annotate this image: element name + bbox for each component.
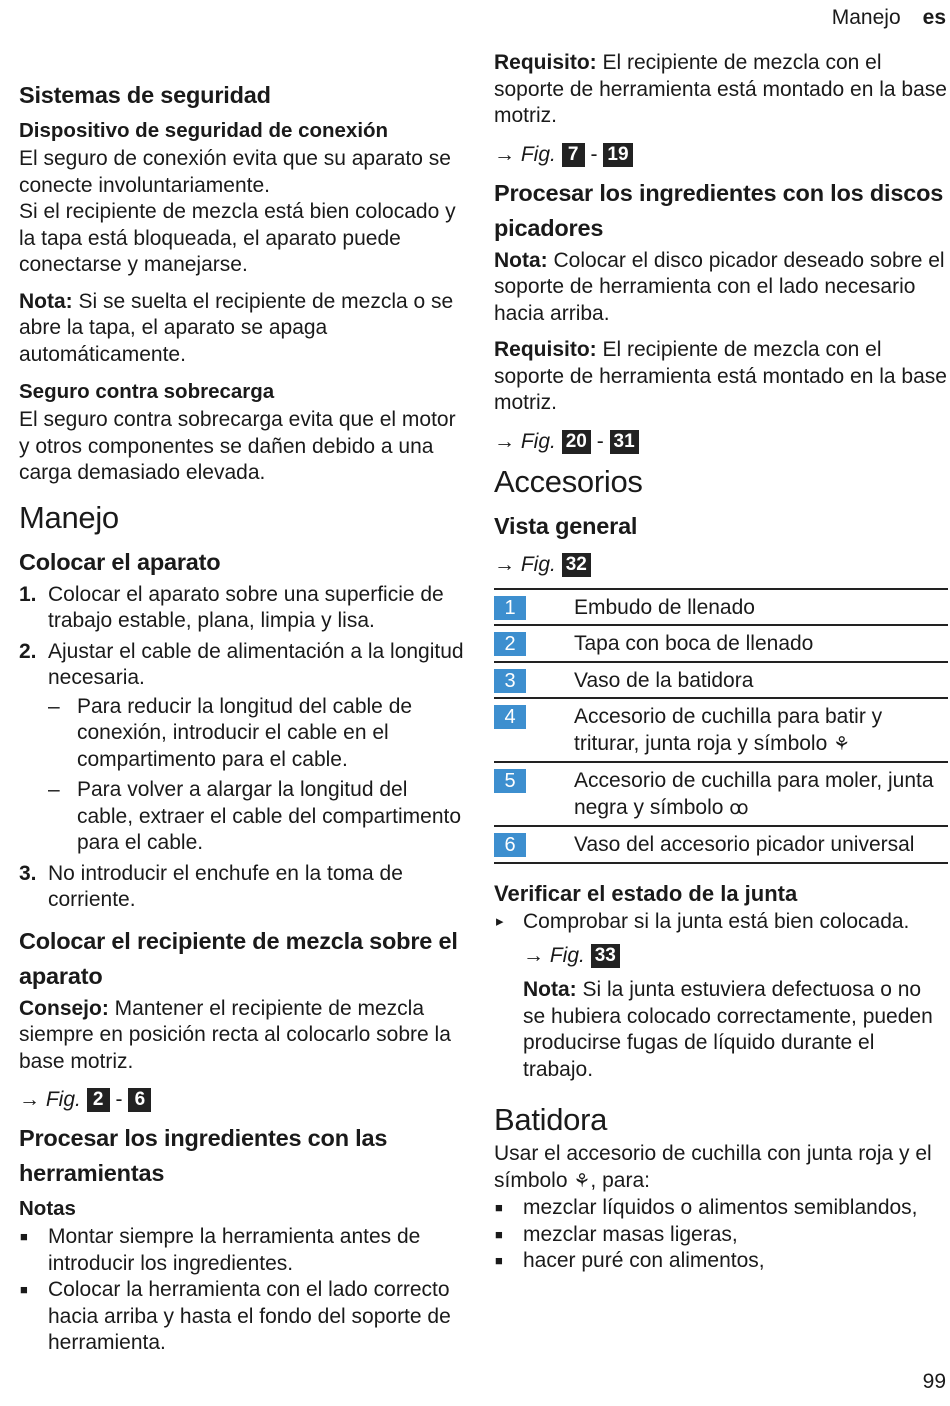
colocar-steps — [19, 582, 469, 914]
fig-label: Fig. — [520, 429, 556, 453]
discos-heading: Procesar los ingredientes con los discos picadores — [494, 179, 944, 241]
item-text: Accesorio de cuchilla para moler, junta negra y símbolo — [574, 769, 934, 819]
table-row — [494, 762, 948, 826]
vista-heading: Vista general — [494, 512, 638, 539]
requisito2-label: Requisito: — [494, 338, 597, 361]
figure-number-badge: 20 — [562, 430, 591, 454]
requisito-label: Requisito: — [494, 51, 597, 74]
fig-range-dash: - — [115, 1088, 123, 1111]
consejo-label: Consejo: — [19, 996, 109, 1020]
figure-number-badge: 7 — [562, 143, 585, 167]
fig-range-dash: - — [590, 142, 598, 166]
batidora-intro — [494, 1141, 948, 1195]
figure-number-badge: 32 — [562, 553, 591, 577]
item-number-badge: 2 — [494, 632, 526, 656]
fig-range-dash: - — [596, 429, 604, 453]
header-language: es — [922, 6, 946, 29]
notas-list — [19, 1224, 469, 1357]
item-text: Accesorio de cuchilla para batir y triturar, junta roja y símbolo — [574, 705, 883, 755]
dispositivo-heading: Dispositivo de seguridad de conexión — [19, 119, 389, 142]
requisito2-paragraph — [494, 337, 948, 417]
notas-heading: Notas — [19, 1197, 76, 1220]
right-column — [494, 50, 948, 1283]
nota-item: ■ Montar siempre la herramienta antes de introducir los ingredientes. — [19, 1224, 469, 1277]
table-row — [494, 698, 948, 762]
sistemas-heading: Sistemas de seguridad — [19, 82, 271, 108]
grinder-symbol-icon: ꝏ — [729, 797, 749, 819]
arrow-icon: → — [19, 1088, 40, 1111]
step-text: Colocar el aparato sobre una superficie de trabajo estable, plana, limpia y lisa. — [48, 582, 444, 632]
blade-symbol-icon: ⚘ — [573, 1170, 591, 1192]
figure-reference — [19, 1085, 469, 1115]
step-item — [19, 861, 469, 914]
table-row — [494, 662, 948, 699]
batidora-item: ■ hacer puré con alimentos, — [494, 1248, 948, 1275]
requisito-text: El recipiente de mezcla con el soporte de herramienta está montado en la base motriz. — [494, 51, 947, 127]
nota3-label: Nota: — [523, 978, 577, 1001]
fig-label: Fig. — [520, 142, 556, 166]
arrow-icon: → — [523, 944, 544, 967]
batidora-list — [494, 1195, 948, 1275]
batidora-intro-end: , para: — [590, 1168, 650, 1192]
step-item — [19, 582, 469, 635]
left-column — [19, 50, 469, 1365]
figure-number-badge: 31 — [610, 430, 639, 454]
page-header — [832, 6, 946, 30]
manejo-heading: Manejo — [19, 499, 119, 535]
figure-number-badge: 2 — [87, 1088, 110, 1112]
nota3-paragraph — [494, 977, 948, 1083]
accesorios-heading: Accesorios — [494, 463, 643, 499]
nota2-paragraph — [494, 248, 948, 328]
item-number-badge: 3 — [494, 669, 526, 693]
step-number: 3. — [19, 861, 37, 885]
figure-number-badge: 19 — [603, 143, 632, 167]
fig-label: Fig. — [520, 552, 556, 576]
recipiente-heading: Colocar el recipiente de mezcla sobre el aparato — [19, 927, 458, 989]
arrow-icon: → — [494, 552, 515, 576]
step-number: 2. — [19, 639, 37, 663]
item-number-badge: 1 — [494, 596, 526, 620]
arrow-icon: → — [494, 142, 515, 166]
item-text: Vaso del accesorio picador universal — [574, 826, 948, 863]
table-row — [494, 625, 948, 662]
dispositivo-paragraph-1: El seguro de conexión evita que su aparato se conecte involuntariamente. — [19, 147, 451, 197]
item-text: Tapa con boca de llenado — [574, 625, 948, 662]
table-row — [494, 826, 948, 863]
requisito-paragraph — [494, 50, 948, 130]
figure-reference — [494, 550, 948, 580]
requisito2-text: El recipiente de mezcla con el soporte de herramienta está montado en la base motriz. — [494, 338, 947, 414]
accessories-table — [494, 588, 948, 864]
header-section: Manejo — [831, 6, 901, 29]
nota3-text: Si la junta estuviera defectuosa o no se hubiera colocado correctamente, pueden producirse fugas de líquido durante el trabajo. — [523, 978, 933, 1081]
junta-heading: Verificar el estado de la junta — [494, 880, 798, 906]
nota-text: Si se suelta el recipiente de mezcla o se abre la tapa, el aparato se apaga automáticamente. — [19, 289, 454, 366]
page-number: 99 — [922, 1370, 946, 1393]
substeps-list — [48, 694, 469, 857]
nota-paragraph — [19, 289, 469, 369]
substep-item: – Para reducir la longitud del cable de conexión, introducir el cable en el compartimento para el cable. — [48, 694, 469, 774]
blade-symbol-icon: ⚘ — [833, 733, 851, 755]
sobrecarga-paragraph: El seguro contra sobrecarga evita que el motor y otros componentes se dañen debido a una carga demasiado elevada. — [19, 408, 456, 484]
item-text: Embudo de llenado — [574, 589, 948, 626]
substep-item: – Para volver a alargar la longitud del cable, extraer el cable del compartimento para el cable. — [48, 777, 469, 857]
batidora-item: ■ mezclar líquidos o alimentos semiblandos, — [494, 1195, 948, 1222]
nota-label: Nota: — [19, 289, 73, 313]
figure-reference — [494, 427, 948, 457]
figure-number-badge: 6 — [128, 1088, 151, 1112]
step-text: No introducir el enchufe en la toma de corriente. — [48, 861, 403, 911]
item-number-badge: 6 — [494, 833, 526, 857]
consejo-text: Mantener el recipiente de mezcla siempre en posición recta al colocarlo sobre la base motriz. — [19, 996, 451, 1073]
figure-reference — [494, 941, 948, 971]
junta-step: ▸ Comprobar si la junta está bien colocada. — [494, 909, 948, 936]
figure-number-badge: 33 — [591, 944, 620, 968]
arrow-icon: → — [494, 429, 515, 453]
item-number-badge: 5 — [494, 769, 526, 793]
figure-reference — [494, 140, 948, 170]
nota-item: ■ Colocar la herramienta con el lado correcto hacia arriba y hasta el fondo del soporte de herramienta. — [19, 1277, 469, 1357]
batidora-heading: Batidora — [494, 1102, 608, 1137]
step-number: 1. — [19, 582, 37, 606]
dispositivo-paragraph-2: Si el recipiente de mezcla está bien colocado y la tapa está bloqueada, el aparato puede conectarse y manejarse. — [19, 200, 456, 276]
step-text: Ajustar el cable de alimentación a la longitud necesaria. — [48, 639, 464, 689]
consejo-paragraph — [19, 996, 469, 1076]
batidora-item: ■ mezclar masas ligeras, — [494, 1222, 948, 1249]
colocar-heading: Colocar el aparato — [19, 548, 221, 575]
herramientas-heading: Procesar los ingredientes con las herramientas — [19, 1125, 388, 1186]
item-text: Vaso de la batidora — [574, 662, 948, 699]
nota2-text: Colocar el disco picador deseado sobre el soporte de herramienta con el lado necesario hacia arriba. — [494, 248, 945, 325]
fig-label: Fig. — [549, 944, 585, 967]
fig-label: Fig. — [45, 1088, 81, 1111]
batidora-intro-text: Usar el accesorio de cuchilla con junta roja y el símbolo — [494, 1142, 932, 1192]
step-item — [19, 639, 469, 857]
table-row — [494, 589, 948, 626]
sobrecarga-heading: Seguro contra sobrecarga — [19, 380, 275, 403]
item-number-badge: 4 — [494, 705, 526, 729]
nota2-label: Nota: — [494, 248, 548, 272]
